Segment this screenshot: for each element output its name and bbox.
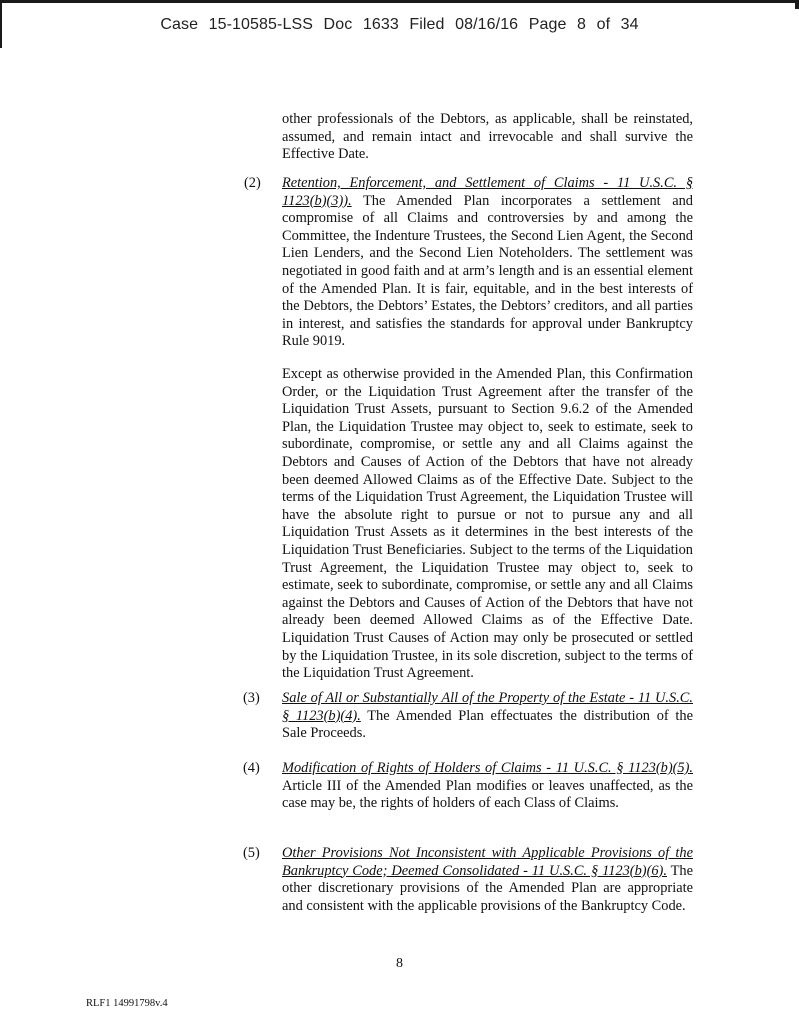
item-number: (3) bbox=[243, 690, 260, 706]
item-paragraph bbox=[282, 690, 693, 743]
item-paragraph bbox=[282, 845, 693, 915]
page-number: 8 bbox=[396, 956, 403, 971]
item-number: (4) bbox=[243, 760, 260, 776]
continuation-paragraph: other professionals of the Debtors, as applicable, shall be reinstated, assumed, and remain intact and irrevocable and shall survive the Effective Date. bbox=[282, 111, 693, 163]
item-text: The Amended Plan incorporates a settlement and compromise of all Claims and controversies by and among the Committee, the Indenture Trustees, the Second Lien Agent, the Second Lien Lenders, and the Second Lien Noteholders. The settlement was negotiated in good faith and at arm’s length and is an essential element of the Amended Plan. It is fair, equitable, and in the best interests of the Debtors, the Debtors’ Estates, the Debtors’ creditors, and all parties in interest, and satisfies the standards for approval under Bankruptcy Rule 9019. bbox=[282, 192, 693, 350]
scan-edge-right bbox=[795, 3, 799, 9]
scan-edge-top bbox=[0, 0, 799, 3]
item-text: The other discretionary provisions of the Amended Plan are appropriate and consistent with the applicable provisions of the Bankruptcy Code. bbox=[282, 862, 693, 914]
liquidation-trust-paragraph: Except as otherwise provided in the Amended Plan, this Confirmation Order, or the Liquidation Trust Agreement after the transfer of the Liquidation Trust Assets, pursuant to Section 9.6.2 of the Amended Plan, the Liquidation Trustee may object to, seek to estimate, seek to subordinate, compromise, or settle any and all Claims against the Debtors and Causes of Action of the Debtors that have not already been deemed Allowed Claims as of the Effective Date. Subject to the terms of the Liquidation Trust Agreement, the Liquidation Trustee will have the absolute right to pursue or not to pursue any and all Liquidation Trust Assets as it determines in the best interests of the Liquidation Trust Beneficiaries. Subject to the terms of the Liquidation Trust Agreement, the Liquidation Trustee may object to, seek to estimate, seek to subordinate, compromise, or settle any and all Claims against the Debtors and Causes of Action of the Debtors that have not already been deemed Allowed Claims as of the Effective Date. Liquidation Trust Causes of Action may only be prosecuted or settled by the Liquidation Trustee, in its sole discretion, subject to the terms of the Liquidation Trust Agreement. bbox=[282, 366, 693, 682]
item-text: Article III of the Amended Plan modifies or leaves unaffected, as the case may be, the rights of holders of each Class of Claims. bbox=[282, 777, 693, 812]
item-number: (5) bbox=[243, 845, 260, 861]
item-heading: Retention, Enforcement, and Settlement of Claims - 11 U.S.C. § 1123(b)(3)). bbox=[282, 175, 693, 209]
item-text: The Amended Plan effectuates the distribution of the Sale Proceeds. bbox=[282, 707, 693, 742]
document-id: RLF1 14991798v.4 bbox=[86, 998, 168, 1009]
item-paragraph bbox=[282, 175, 693, 351]
item-heading: Modification of Rights of Holders of Claims - 11 U.S.C. § 1123(b)(5). bbox=[282, 760, 693, 776]
item-number: (2) bbox=[244, 175, 261, 191]
item-heading: Other Provisions Not Inconsistent with Applicable Provisions of the Bankruptcy Code; Deemed Consolidated - 11 U.S.C. § 1123(b)(6). bbox=[282, 845, 693, 879]
case-header: Case 15-10585-LSS Doc 1633 Filed 08/16/16 Page 8 of 34 bbox=[160, 16, 639, 33]
item-heading: Sale of All or Substantially All of the Property of the Estate - 11 U.S.C. § 1123(b)(4). bbox=[282, 690, 693, 724]
item-paragraph bbox=[282, 760, 693, 813]
